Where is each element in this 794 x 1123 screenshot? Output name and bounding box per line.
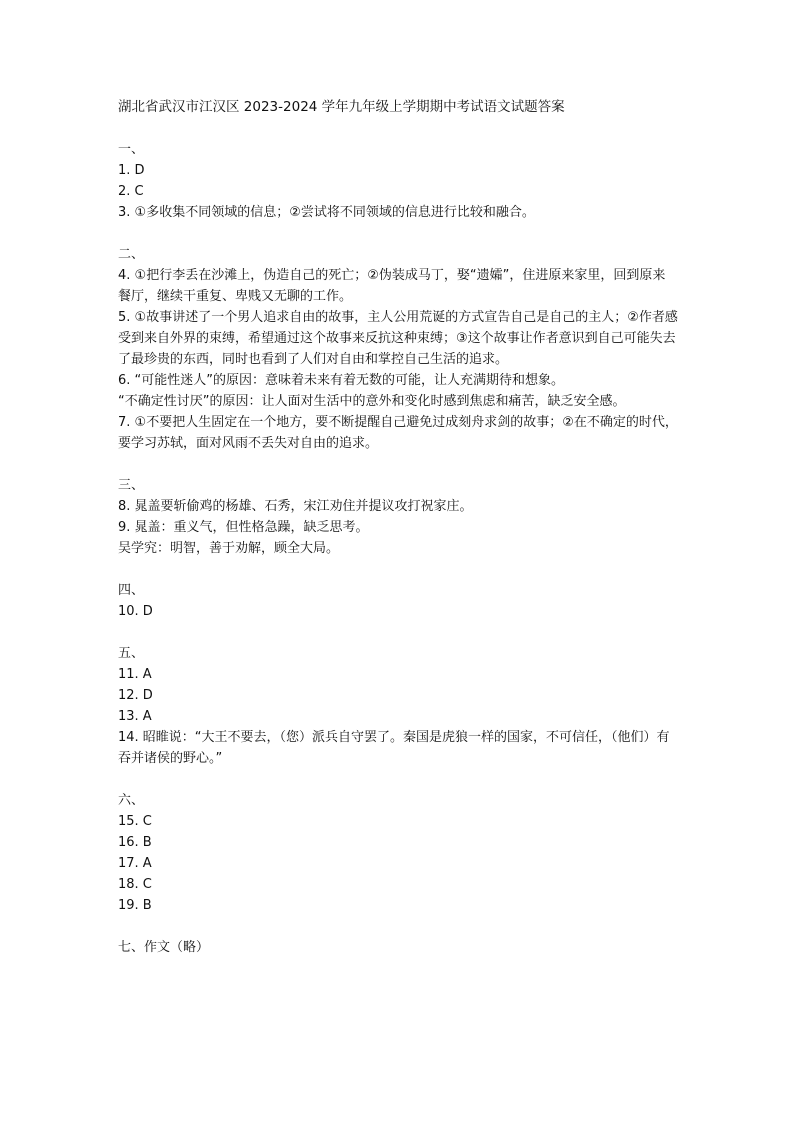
section-gap <box>118 559 678 580</box>
answer-line: 10. D <box>118 604 153 619</box>
answer-line: 8. 晁盖要斩偷鸡的杨雄、石秀，宋江劝住并提议攻打祝家庄。 <box>118 499 473 514</box>
section-4 <box>118 580 678 622</box>
answer-line: 1. D <box>118 163 145 178</box>
section-gap <box>118 454 678 475</box>
section-5 <box>118 643 678 769</box>
answer-line: 13. A <box>118 709 152 724</box>
section-gap <box>118 916 678 937</box>
section-3 <box>118 475 678 559</box>
answer-document <box>118 97 678 958</box>
section-heading: 六、 <box>118 793 145 808</box>
section-heading: 二、 <box>118 247 145 262</box>
answer-line: 7. ①不要把人生固定在一个地方，要不断提醒自己避免过成刻舟求剑的故事；②在不确定的时代，要学习苏轼，面对风雨不丢失对自由的追求。 <box>118 415 678 451</box>
section-heading: 五、 <box>118 646 145 661</box>
answer-line: 18. C <box>118 877 152 892</box>
answer-line: 2. C <box>118 184 144 199</box>
answer-line: 3. ①多收集不同领域的信息；②尝试将不同领域的信息进行比较和融合。 <box>118 205 535 220</box>
answer-line: 6. “可能性迷人”的原因：意味着未来有着无数的可能，让人充满期待和想象。 <box>118 373 565 388</box>
answer-line: 16. B <box>118 835 152 850</box>
section-gap <box>118 769 678 790</box>
section-1 <box>118 139 678 223</box>
answer-line: 5. ①故事讲述了一个男人追求自由的故事，主人公用荒诞的方式宣告自己是自己的主人；②作者感受到来自外界的束缚，希望通过这个故事来反抗这种束缚；③这个故事让作者意识到自己可能失去了最珍贵的东西，同时也看到了人们对自由和掌控自己生活的追求。 <box>118 310 678 367</box>
section-6 <box>118 790 678 916</box>
section-heading: 七、作文（略） <box>118 940 210 955</box>
answer-line: 14. 昭睢说：“大王不要去，（您）派兵自守罢了。秦国是虎狼一样的国家，不可信任，（他们）有吞并诸侯的野心。” <box>118 730 670 766</box>
answer-line: 4. ①把行李丢在沙滩上，伪造自己的死亡；②伪装成马丁，娶“遗孀”，住进原来家里，回到原来餐厅，继续干重复、卑贱又无聊的工作。 <box>118 268 666 304</box>
document-title: 湖北省武汉市江汉区 2023-2024 学年九年级上学期期中考试语文试题答案 <box>118 99 565 115</box>
section-gap <box>118 223 678 244</box>
answer-line: 19. B <box>118 898 152 913</box>
answer-line: 15. C <box>118 814 152 829</box>
section-heading: 一、 <box>118 142 145 157</box>
answer-line: 吴学究：明智，善于劝解，顾全大局。 <box>118 541 340 556</box>
answer-line: 9. 晁盖：重义气，但性格急躁，缺乏思考。 <box>118 520 369 535</box>
section-7 <box>118 937 678 958</box>
answer-line: 17. A <box>118 856 152 871</box>
section-2 <box>118 244 678 454</box>
answer-line: 12. D <box>118 688 153 703</box>
section-heading: 三、 <box>118 478 145 493</box>
answer-line: 11. A <box>118 667 152 682</box>
section-heading: 四、 <box>118 583 145 598</box>
section-gap <box>118 622 678 643</box>
answer-line: “不确定性讨厌”的原因：让人面对生活中的意外和变化时感到焦虑和痛苦，缺乏安全感。 <box>118 394 626 409</box>
